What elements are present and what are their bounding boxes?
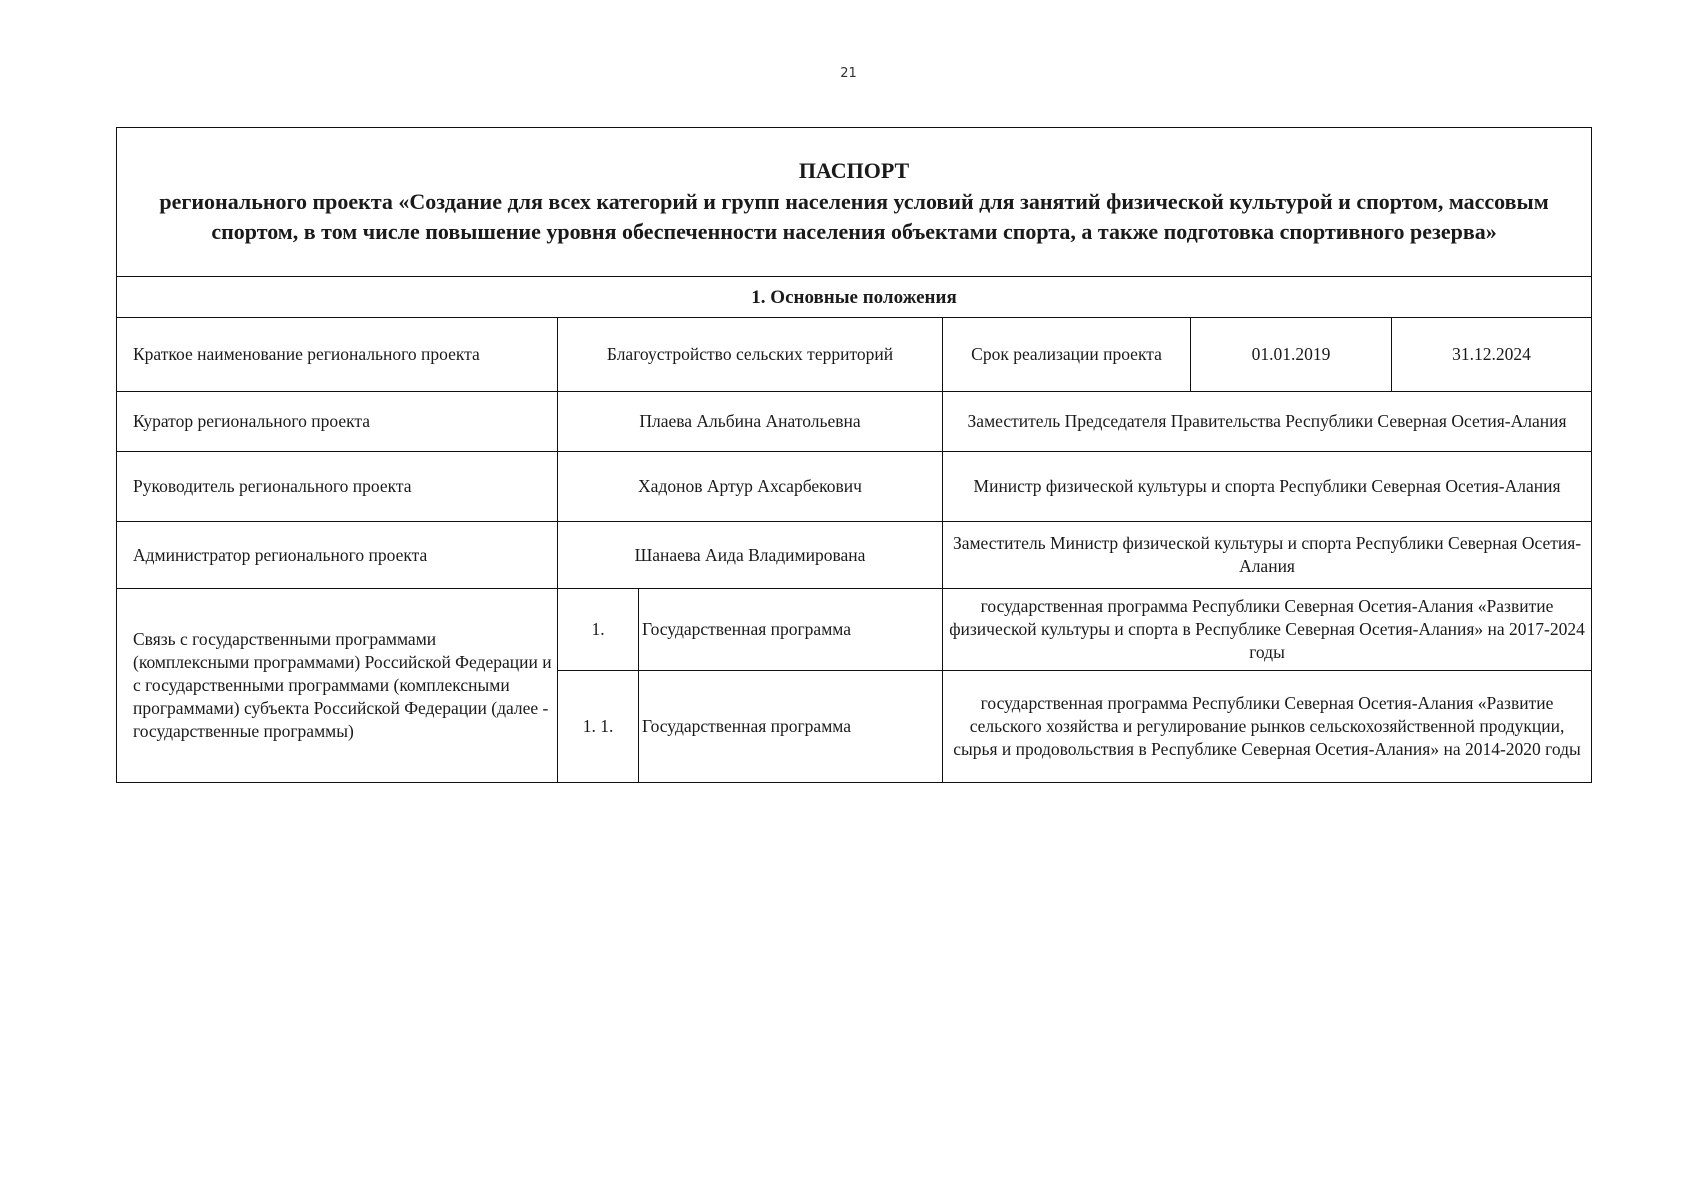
program-number: 1. bbox=[558, 589, 639, 671]
program-description: государственная программа Республики Северная Осетия-Алания «Развитие сельского хозяйства и регулирование рынков сельскохозяйственной продукции, сырья и продовольствия в Республике Северная Осетия-Алания» на 2014-2020 годы bbox=[943, 671, 1592, 783]
page-number: 21 bbox=[840, 66, 857, 81]
title-row bbox=[117, 128, 1592, 277]
program-number: 1. 1. bbox=[558, 671, 639, 783]
leader-label: Руководитель регионального проекта bbox=[117, 452, 558, 522]
short-name-label: Краткое наименование регионального проекта bbox=[117, 318, 558, 392]
section-title: 1. Основные положения bbox=[117, 277, 1592, 318]
table-row bbox=[117, 452, 1592, 522]
table-row bbox=[117, 589, 1592, 671]
start-date: 01.01.2019 bbox=[1191, 318, 1392, 392]
leader-name: Хадонов Артур Ахсарбекович bbox=[558, 452, 943, 522]
administrator-name: Шанаева Аида Владимирована bbox=[558, 522, 943, 589]
administrator-position: Заместитель Министр физической культуры и спорта Республики Северная Осетия-Алания bbox=[943, 522, 1592, 589]
title-cell bbox=[117, 128, 1592, 277]
table-row bbox=[117, 318, 1592, 392]
program-type: Государственная программа bbox=[639, 589, 943, 671]
passport-table bbox=[116, 127, 1592, 783]
leader-position: Министр физической культуры и спорта Республики Северная Осетия-Алания bbox=[943, 452, 1592, 522]
curator-position: Заместитель Председателя Правительства Республики Северная Осетия-Алания bbox=[943, 392, 1592, 452]
curator-label: Куратор регионального проекта bbox=[117, 392, 558, 452]
short-name-value: Благоустройство сельских территорий bbox=[558, 318, 943, 392]
program-type: Государственная программа bbox=[639, 671, 943, 783]
document-title: ПАСПОРТ bbox=[798, 158, 910, 183]
section-row bbox=[117, 277, 1592, 318]
programs-label: Связь с государственными программами (комплексными программами) Российской Федерации и с государственными программами (комплексными программами) субъекта Российской Федерации (далее - государственные программы) bbox=[117, 589, 558, 783]
term-label: Срок реализации проекта bbox=[943, 318, 1191, 392]
administrator-label: Администратор регионального проекта bbox=[117, 522, 558, 589]
end-date: 31.12.2024 bbox=[1392, 318, 1592, 392]
curator-name: Плаева Альбина Анатольевна bbox=[558, 392, 943, 452]
document-subtitle: регионального проекта «Создание для всех категорий и групп населения условий для занятий физической культурой и спортом, массовым спортом, в том числе повышение уровня обеспеченности населения объектами спорта, а также подготовка спортивного резерва» bbox=[159, 189, 1549, 244]
program-description: государственная программа Республики Северная Осетия-Алания «Развитие физической культуры и спорта в Республике Северная Осетия-Алания» на 2017-2024 годы bbox=[943, 589, 1592, 671]
table-row bbox=[117, 392, 1592, 452]
table-row bbox=[117, 522, 1592, 589]
